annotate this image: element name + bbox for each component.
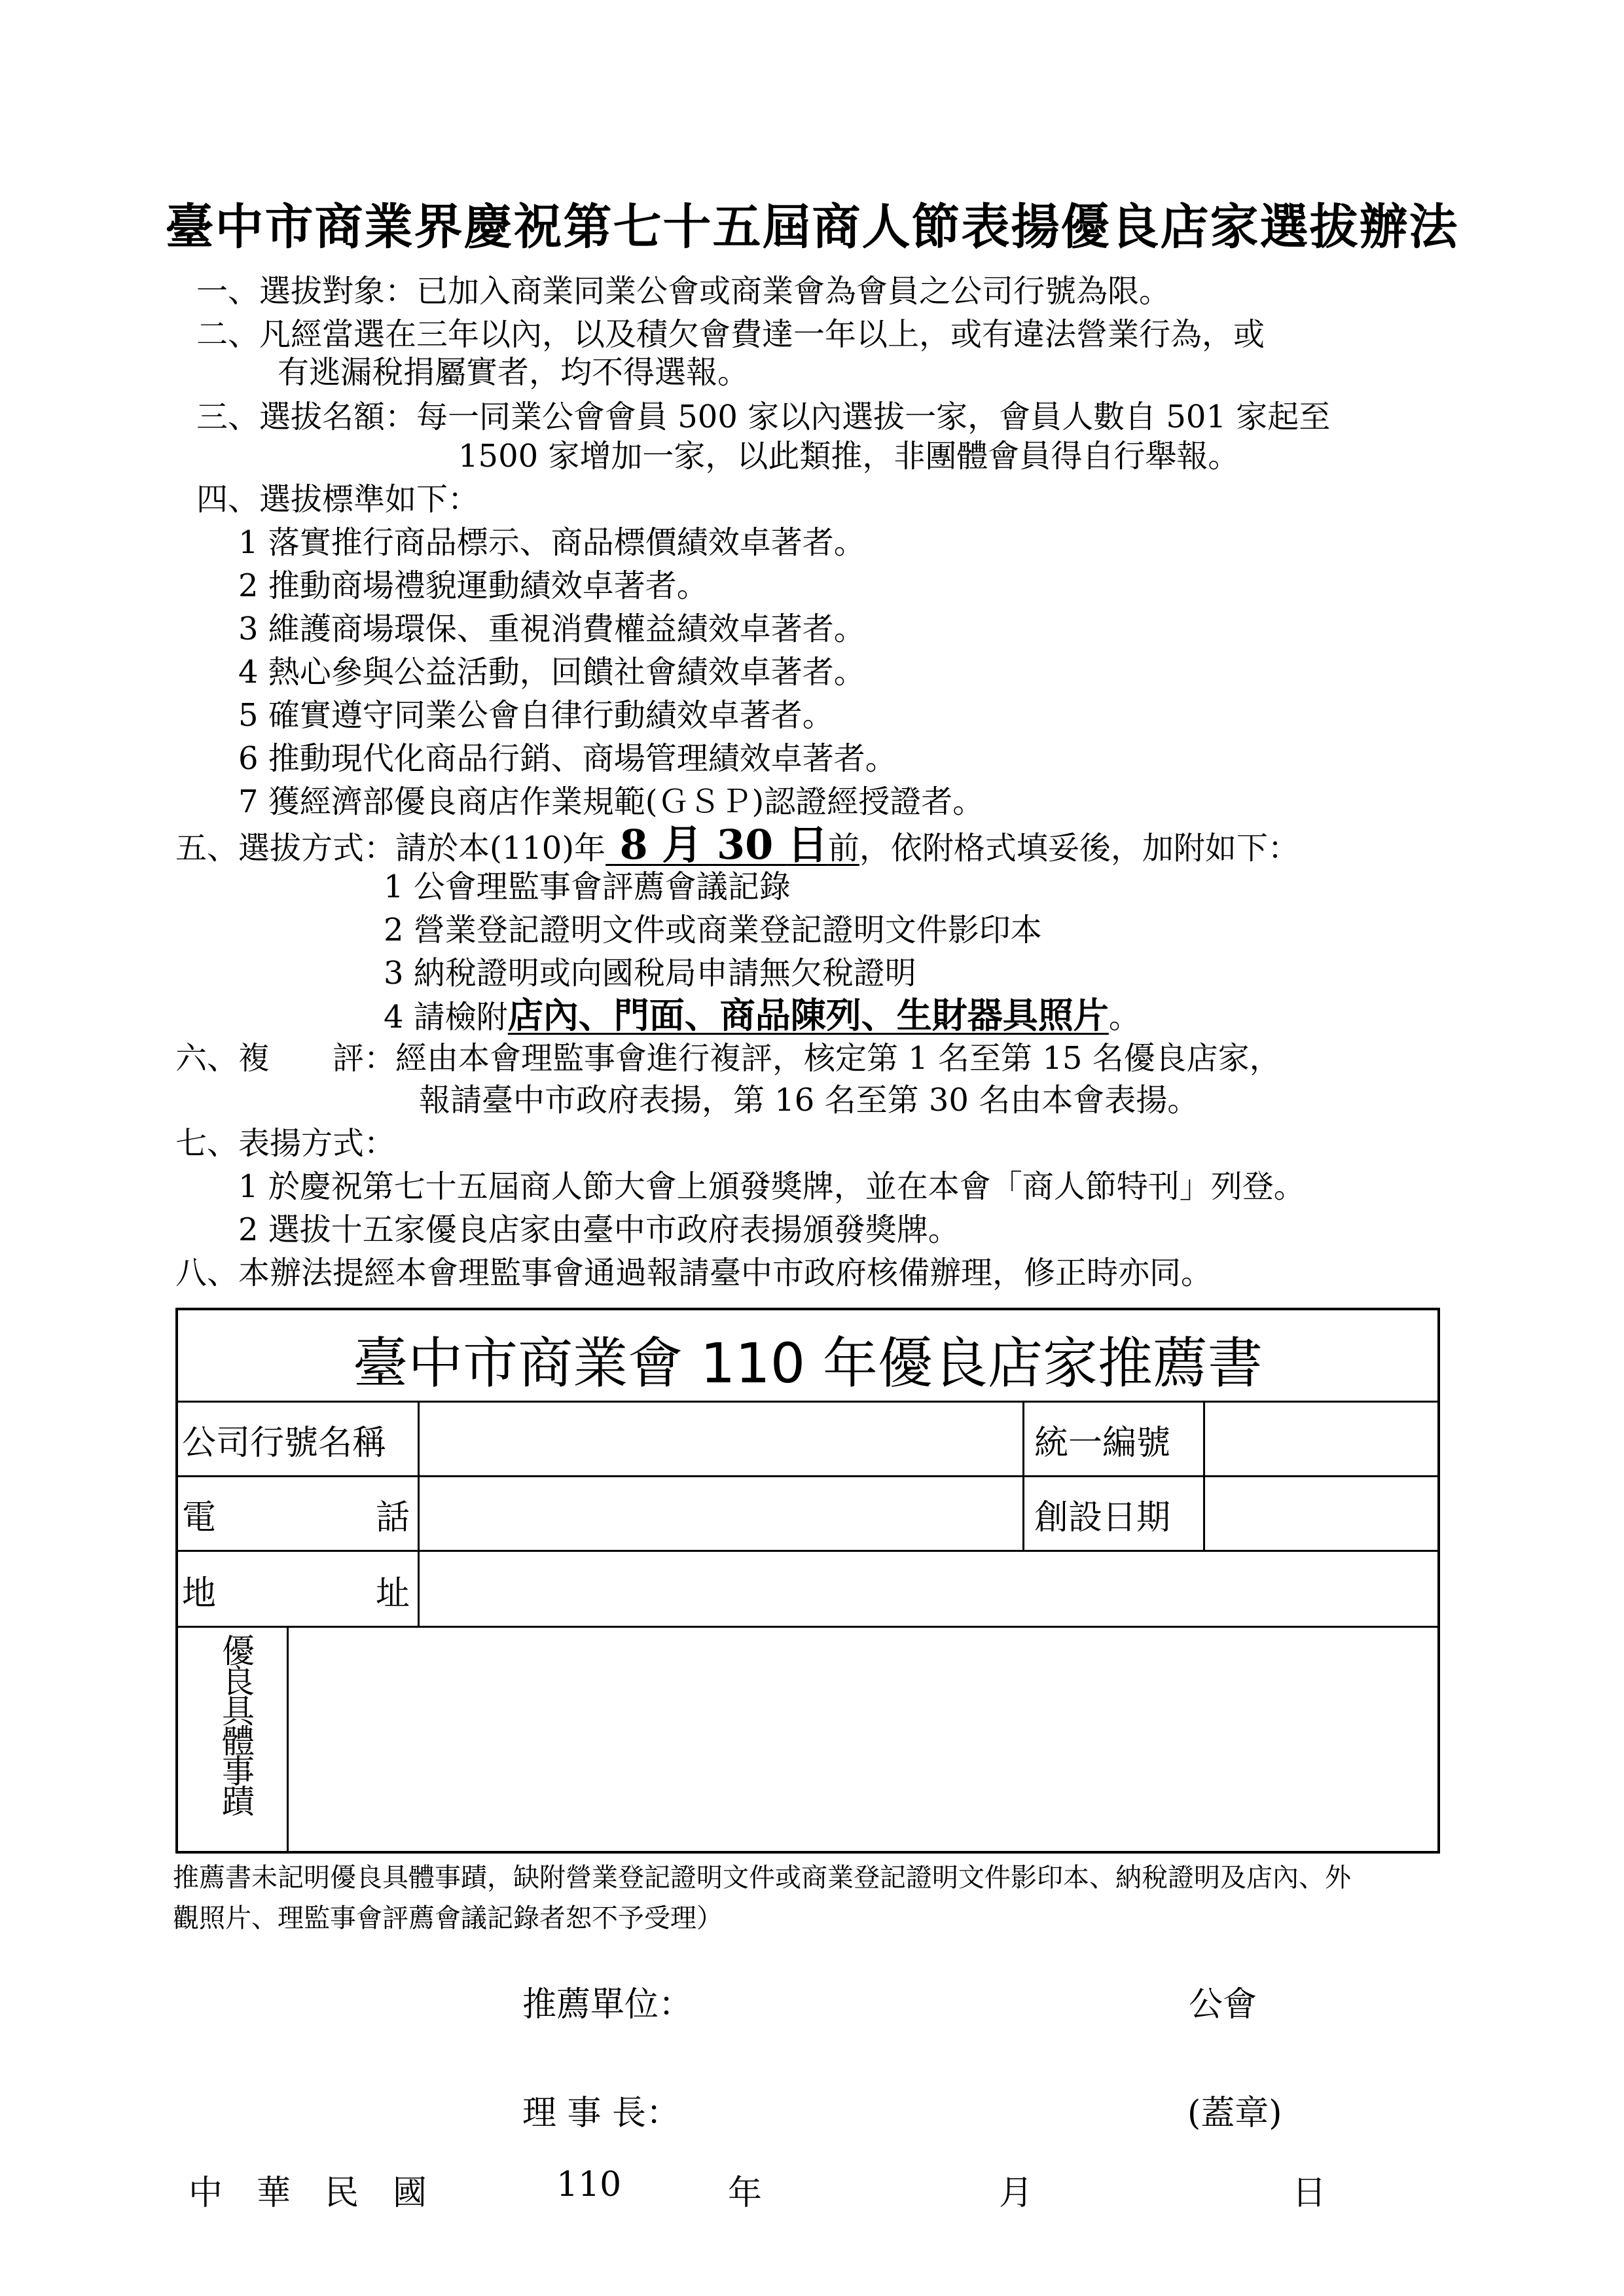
attachment-4-prefix: 4 請檢附: [384, 999, 508, 1035]
rule-5-suffix: ，依附格式填妥後，加附如下：: [859, 830, 1299, 867]
form-divider: [287, 1626, 289, 1852]
roc-label: 中 華 民 國: [189, 2174, 427, 2213]
note-line-1: 推薦書未記明優良具體事蹟，缺附營業登記證明文件或商業登記證明文件影印本、納稅證明及店內、外: [173, 1863, 1351, 1893]
day-label: 日: [1292, 2174, 1327, 2213]
attachment-4-suffix: 。: [1108, 999, 1140, 1035]
rule-5-deadline: [605, 821, 859, 869]
association-suffix: 公會: [1189, 1985, 1257, 2024]
phone-label-char-1: 電: [182, 1498, 217, 1537]
rule-5-prefix: 五、選拔方式：請於本(110)年: [175, 830, 606, 867]
rule-8: 八、本辦法提經本會理監事會通過報請臺中市政府核備辦理，修正時亦同。: [175, 1255, 1213, 1291]
phone-label-char-2: 話: [376, 1498, 410, 1537]
company-name-label: 公司行號名稱: [182, 1424, 387, 1463]
criterion-5: 5 確實遵守同業公會自律行動績效卓著者。: [238, 697, 834, 734]
address-field[interactable]: [420, 1552, 1435, 1624]
attachment-3: 3 納稅證明或向國稅局申請無欠稅證明: [384, 955, 916, 992]
seal-label: (蓋章): [1187, 2094, 1282, 2133]
attachment-4-photos: 店內、門面、商品陳列、生財器具照片: [507, 994, 1109, 1036]
form-divider: [178, 1475, 1437, 1477]
deadline-before: 前: [827, 830, 859, 867]
rule-3-line-1: 三、選拔名額：每一同業公會會員 500 家以內選拔一家，會員人數自 501 家起至: [196, 399, 1331, 435]
rule-2-line-1: 二、凡經當選在三年以內，以及積欠會費達一年以上，或有違法營業行為，或: [196, 316, 1265, 353]
criterion-6: 6 推動現代化商品行銷、商場管理績效卓著者。: [238, 740, 897, 777]
rule-1: 一、選拔對象：已加入商業同業公會或商業會為會員之公司行號為限。: [196, 273, 1171, 310]
criterion-4: 4 熱心參與公益活動，回饋社會績效卓著者。: [238, 654, 865, 691]
criterion-1: 1 落實推行商品標示、商品標價績效卓著者。: [238, 524, 865, 561]
form-divider: [1203, 1401, 1205, 1550]
recommending-unit-label: 推薦單位：: [522, 1985, 693, 2024]
form-divider: [178, 1626, 1437, 1628]
recommendation-form: [175, 1308, 1440, 1854]
rule-6-line-1: 六、複 評：經由本會理監事會進行複評，核定第 1 名至第 15 名優良店家，: [175, 1040, 1281, 1077]
rule-7-item-1: 1 於慶祝第七十五屆商人節大會上頒發獎牌，並在本會「商人節特刊」列登。: [238, 1168, 1305, 1205]
attachment-4: [384, 994, 1140, 1039]
tax-id-label: 統一編號: [1034, 1424, 1171, 1463]
rule-2-line-2: 有逃漏稅捐屬實者，均不得選報。: [278, 354, 749, 391]
note-line-2: 觀照片、理監事會評薦會議記錄者恕不予受理）: [173, 1903, 723, 1933]
address-label-char-1: 地: [182, 1574, 217, 1613]
chairman-label: 理 事 長：: [522, 2094, 681, 2133]
form-divider: [418, 1401, 420, 1626]
year-label: 年: [728, 2174, 763, 2213]
founded-date-label: 創設日期: [1034, 1498, 1171, 1537]
tax-id-field[interactable]: [1206, 1403, 1435, 1474]
rule-5: [175, 823, 1299, 870]
phone-field[interactable]: [420, 1478, 1021, 1549]
month-label: 月: [999, 2174, 1034, 2213]
page-title: 臺中市商業界慶祝第七十五屆商人節表揚優良店家選拔辦法: [165, 199, 1459, 255]
rule-6-line-2: 報請臺中市政府表揚，第 16 名至第 30 名由本會表揚。: [419, 1082, 1199, 1119]
founded-date-field[interactable]: [1206, 1478, 1435, 1549]
deeds-label: 優良具體事蹟: [217, 1634, 255, 1814]
year-value: 110: [556, 2165, 622, 2204]
criterion-2: 2 推動商場禮貌運動績效卓著者。: [238, 567, 708, 604]
rule-7-item-2: 2 選拔十五家優良店家由臺中市政府表揚頒發獎牌。: [238, 1211, 960, 1248]
company-name-field[interactable]: [420, 1403, 1021, 1474]
address-label-char-2: 址: [376, 1574, 410, 1613]
criterion-7: 7 獲經濟部優良商店作業規範(ＧＳＰ)認證經授證者。: [238, 783, 984, 820]
form-divider: [178, 1550, 1437, 1552]
form-divider: [178, 1401, 1437, 1403]
rule-4-heading: 四、選拔標準如下：: [196, 481, 480, 518]
rule-3-line-2: 1500 家增加一家，以此類推，非團體會員得自行舉報。: [458, 438, 1240, 475]
form-divider: [1022, 1401, 1024, 1550]
attachment-2: 2 營業登記證明文件或商業登記證明文件影印本: [384, 912, 1042, 948]
rule-7-heading: 七、表揚方式：: [175, 1125, 396, 1162]
deadline-day-unit: 日: [787, 821, 828, 869]
form-title: 臺中市商業會 110 年優良店家推薦書: [353, 1331, 1263, 1395]
criterion-3: 3 維護商場環保、重視消費權益績效卓著者。: [238, 611, 865, 647]
deeds-field[interactable]: [289, 1628, 1435, 1851]
deadline-month-day: 8 月 30: [605, 821, 787, 869]
attachment-1: 1 公會理監事會評薦會議記錄: [384, 869, 791, 905]
